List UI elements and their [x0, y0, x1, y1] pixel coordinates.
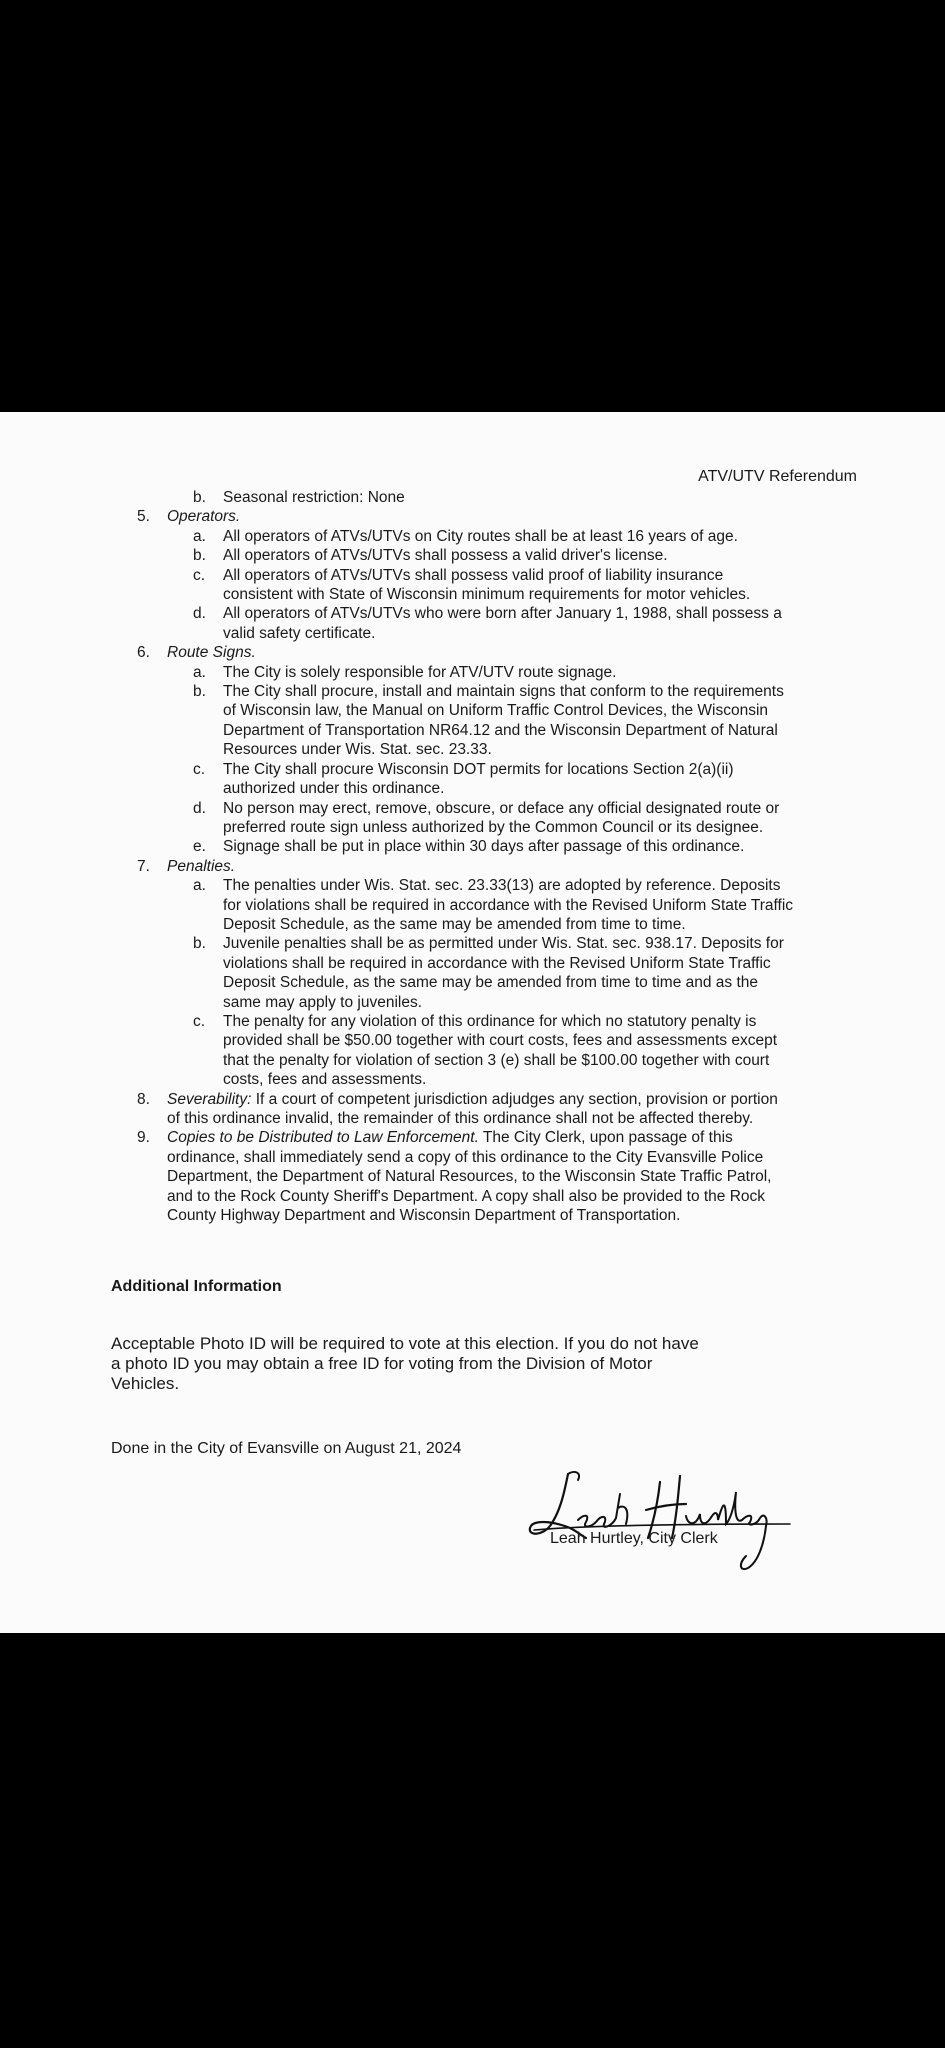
top-black-bar: [0, 0, 945, 412]
item-letter: e.: [193, 838, 206, 856]
done-statement: Done in the City of Evansville on August 21, 2024: [111, 1440, 462, 1457]
additional-info-line: Acceptable Photo ID will be required to vote at this election. If you do not have: [111, 1334, 699, 1353]
section-text: The City Clerk, upon passage of this: [478, 1129, 733, 1147]
item-text: No person may erect, remove, obscure, or deface any official designated route or: [223, 799, 780, 817]
list-item-line: [137, 1070, 857, 1089]
section-line: [137, 1187, 857, 1206]
list-item-line: [137, 682, 857, 701]
item-text: Seasonal restriction: None: [223, 489, 405, 506]
section-line: [137, 1206, 857, 1225]
section-number: 8.: [137, 1090, 150, 1108]
section-title: Severability:: [167, 1090, 252, 1108]
item-letter: b.: [193, 683, 206, 701]
item-text: The penalty for any violation of this ordinance for which no statutory penalty is: [223, 1012, 757, 1030]
section-number: 7.: [137, 857, 150, 875]
item-text: Deposit Schedule, as the same may be amended from time to time and as the: [223, 974, 759, 992]
item-text: The City shall procure Wisconsin DOT permits for locations Section 2(a)(ii): [223, 760, 734, 778]
item-letter: d.: [193, 799, 206, 817]
list-item-line: [137, 915, 857, 934]
item-text: All operators of ATVs/UTVs who were born after January 1, 1988, shall possess a: [223, 605, 782, 623]
list-item-line: [137, 721, 857, 740]
additional-info-line: Vehicles.: [111, 1374, 180, 1393]
item-text: preferred route sign unless authorized by the Common Council or its designee.: [223, 818, 764, 836]
item-letter: c.: [193, 760, 206, 778]
additional-info-line: a photo ID you may obtain a free ID for voting from the Division of Motor: [111, 1354, 653, 1373]
item-text: All operators of ATVs/UTVs shall possess valid proof of liability insurance: [223, 566, 724, 584]
item-text: provided shall be $50.00 together with court costs, fees and assessments except: [223, 1032, 778, 1050]
section-heading: [137, 507, 857, 526]
item-text: Juvenile penalties shall be as permitted under Wis. Stat. sec. 938.17. Deposits for: [223, 935, 784, 953]
list-item-line: [137, 779, 857, 798]
section-text: ordinance, shall immediately send a copy of this ordinance to the City Evansville Police: [167, 1148, 764, 1166]
section-text: Department, the Department of Natural Resources, to the Wisconsin State Traffic Patrol,: [167, 1168, 772, 1186]
item-text: The City is solely responsible for ATV/UTV route signage.: [223, 663, 617, 681]
list-item-line: [137, 896, 857, 915]
list-item-line: [137, 760, 857, 779]
item-letter: b.: [193, 935, 206, 953]
item-text: violations shall be required in accordance with the Revised Uniform State Traffic: [223, 954, 771, 972]
list-item-line: [137, 546, 857, 565]
section-text: and to the Rock County Sheriff's Department. A copy shall also be provided to the Rock: [167, 1187, 766, 1205]
handwritten-signature: [520, 1464, 810, 1574]
document-page: [0, 412, 945, 1633]
item-letter: b.: [193, 547, 206, 565]
item-text: for violations shall be required in accordance with the Revised Uniform State Traffic: [223, 896, 794, 914]
section-line: [137, 1148, 857, 1167]
list-item-line: [137, 818, 857, 837]
list-item-line: [137, 527, 857, 546]
list-item-line: [137, 1012, 857, 1031]
list-item-line: [137, 740, 857, 759]
item-text: authorized under this ordinance.: [223, 780, 445, 798]
item-text: that the penalty for violation of section 3 (e) shall be $100.00 together with court: [223, 1051, 770, 1069]
list-item-line: [137, 566, 857, 585]
list-item-line: [137, 624, 857, 643]
list-item-line: [137, 701, 857, 720]
list-item-line: [137, 1051, 857, 1070]
section-line: [137, 1109, 857, 1128]
section-title: Penalties.: [167, 857, 236, 875]
list-item-line: [137, 934, 857, 953]
item-text: The City shall procure, install and maintain signs that conform to the requirements: [223, 683, 784, 701]
item-text: consistent with State of Wisconsin minimum requirements for motor vehicles.: [223, 586, 751, 604]
section-line: [137, 1167, 857, 1186]
item-letter: b.: [193, 489, 206, 506]
list-item-line: [137, 585, 857, 604]
additional-info-heading: Additional Information: [111, 1278, 282, 1295]
item-text: same may apply to juveniles.: [223, 993, 423, 1011]
section-number: 5.: [137, 508, 150, 526]
item-text: All operators of ATVs/UTVs on City routes shall be at least 16 years of age.: [223, 527, 738, 545]
item-text: Signage shall be put in place within 30 days after passage of this ordinance.: [223, 838, 745, 856]
additional-info-text: [111, 1334, 761, 1394]
item-text: Resources under Wis. Stat. sec. 23.33.: [223, 741, 492, 759]
section-text: County Highway Department and Wisconsin Department of Transportation.: [167, 1207, 681, 1225]
list-item-line: [137, 954, 857, 973]
section-text: of this ordinance invalid, the remainder of this ordinance shall not be affected thereby.: [167, 1110, 754, 1127]
bottom-black-bar: [0, 1633, 945, 2048]
list-item-line: [137, 799, 857, 818]
section-title: Operators.: [167, 508, 241, 526]
item-text: Deposit Schedule, as the same may be amended from time to time.: [223, 915, 686, 933]
ordinance-body: [137, 488, 857, 1225]
item-text: valid safety certificate.: [223, 624, 376, 642]
item-text: All operators of ATVs/UTVs shall possess a valid driver's license.: [223, 547, 668, 565]
item-letter: d.: [193, 605, 206, 623]
list-item-line: [137, 973, 857, 992]
item-letter: c.: [193, 566, 206, 584]
clerk-name: Leah Hurtley, City Clerk: [550, 1530, 718, 1547]
list-item-line: [137, 1031, 857, 1050]
section-title: Route Signs.: [167, 644, 256, 662]
item-letter: c.: [193, 1012, 206, 1030]
list-item: [137, 488, 857, 507]
list-item-line: [137, 604, 857, 623]
item-text: costs, fees and assessments.: [223, 1071, 427, 1089]
section-number: 9.: [137, 1129, 150, 1147]
item-text: Department of Transportation NR64.12 and the Wisconsin Department of Natural: [223, 721, 778, 739]
section-title: Copies to be Distributed to Law Enforcement.: [167, 1129, 479, 1147]
section-number: 6.: [137, 644, 150, 662]
item-text: of Wisconsin law, the Manual on Uniform Traffic Control Devices, the Wisconsin: [223, 702, 769, 720]
item-letter: a.: [193, 527, 206, 545]
list-item-line: [137, 876, 857, 895]
section-heading: [137, 643, 857, 662]
item-letter: a.: [193, 663, 206, 681]
section-heading: [137, 857, 857, 876]
document-header: ATV/UTV Referendum: [698, 468, 857, 485]
list-item-line: [137, 663, 857, 682]
item-letter: a.: [193, 877, 206, 895]
signature-block: [520, 1464, 810, 1574]
list-item-line: [137, 993, 857, 1012]
list-item-line: [137, 837, 857, 856]
section-line: [137, 1090, 857, 1109]
item-text: The penalties under Wis. Stat. sec. 23.33(13) are adopted by reference. Deposits: [223, 877, 781, 895]
section-text: If a court of competent jurisdiction adjudges any section, provision or portion: [251, 1090, 778, 1108]
section-line: [137, 1128, 857, 1147]
